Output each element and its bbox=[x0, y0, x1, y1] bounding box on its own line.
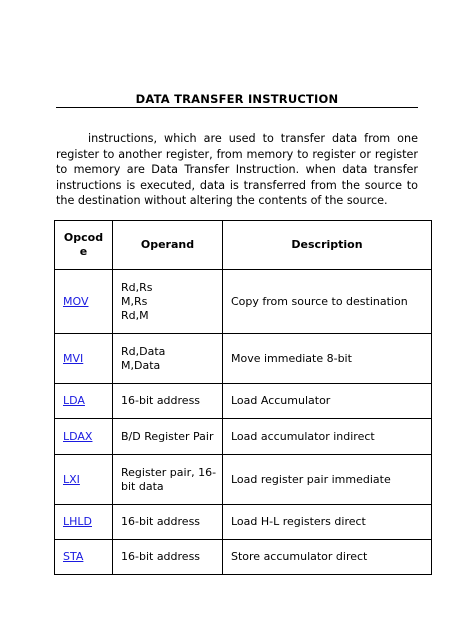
operand-cell bbox=[113, 540, 223, 575]
operand-line: M,Data bbox=[121, 358, 161, 372]
description-cell: Load register pair immediate bbox=[223, 455, 432, 505]
intro-paragraph: instructions, which are used to transfer data from one register to another register, from memory to register or register to memory are Data Transfer Instruction. when data transfer instructions is executed, data is transferred from the source to the destination without altering the contents of the source. bbox=[56, 132, 418, 208]
operand-line: 16-bit address bbox=[121, 550, 201, 563]
operand-cell bbox=[113, 419, 223, 455]
operand-line: bit data bbox=[121, 479, 164, 493]
table-header-row bbox=[55, 221, 432, 270]
description-cell: Move immediate 8-bit bbox=[223, 334, 432, 384]
opcode-cell bbox=[55, 384, 113, 419]
opcode-link-ldax[interactable]: LDAX bbox=[63, 429, 93, 443]
opcode-cell bbox=[55, 419, 113, 455]
table-row bbox=[55, 270, 432, 334]
operand-line: B/D Register Pair bbox=[121, 429, 214, 443]
table-row bbox=[55, 384, 432, 419]
header-opcode-line2: e bbox=[79, 245, 88, 258]
opcode-link-mov[interactable]: MOV bbox=[63, 294, 89, 308]
opcode-link-sta[interactable]: STA bbox=[63, 550, 84, 563]
operand-line: Rd,Rs bbox=[121, 280, 153, 294]
table-row bbox=[55, 540, 432, 575]
opcode-cell bbox=[55, 270, 113, 334]
table-row bbox=[55, 334, 432, 384]
title-underline bbox=[56, 107, 418, 108]
operand-cell bbox=[113, 455, 223, 505]
header-description: Description bbox=[223, 221, 432, 270]
operand-cell bbox=[113, 334, 223, 384]
operand-line: M,Rs bbox=[121, 294, 148, 308]
description-cell: Load H-L registers direct bbox=[223, 505, 432, 540]
operand-line: Rd,Data bbox=[121, 344, 166, 358]
header-operand: Operand bbox=[113, 221, 223, 270]
opcode-link-lda[interactable]: LDA bbox=[63, 394, 85, 407]
operand-cell bbox=[113, 270, 223, 334]
opcode-link-lxi[interactable]: LXI bbox=[63, 472, 80, 486]
opcode-cell bbox=[55, 540, 113, 575]
operand-line: 16-bit address bbox=[121, 515, 201, 528]
operand-line: Rd,M bbox=[121, 308, 149, 322]
instruction-table bbox=[54, 220, 432, 575]
operand-cell bbox=[113, 384, 223, 419]
opcode-cell bbox=[55, 334, 113, 384]
description-cell: Load Accumulator bbox=[223, 384, 432, 419]
opcode-cell bbox=[55, 505, 113, 540]
description-cell: Store accumulator direct bbox=[223, 540, 432, 575]
table-row bbox=[55, 455, 432, 505]
table-row bbox=[55, 505, 432, 540]
opcode-cell bbox=[55, 455, 113, 505]
description-cell: Copy from source to destination bbox=[223, 270, 432, 334]
page-title: DATA TRANSFER INSTRUCTION bbox=[135, 92, 339, 106]
operand-line: Register pair, 16- bbox=[121, 465, 217, 479]
header-opcode bbox=[55, 221, 113, 270]
operand-cell bbox=[113, 505, 223, 540]
opcode-link-mvi[interactable]: MVI bbox=[63, 351, 84, 365]
header-opcode-line1: Opcod bbox=[63, 231, 104, 244]
description-cell: Load accumulator indirect bbox=[223, 419, 432, 455]
operand-line: 16-bit address bbox=[121, 394, 201, 407]
table-row bbox=[55, 419, 432, 455]
opcode-link-lhld[interactable]: LHLD bbox=[63, 515, 92, 528]
